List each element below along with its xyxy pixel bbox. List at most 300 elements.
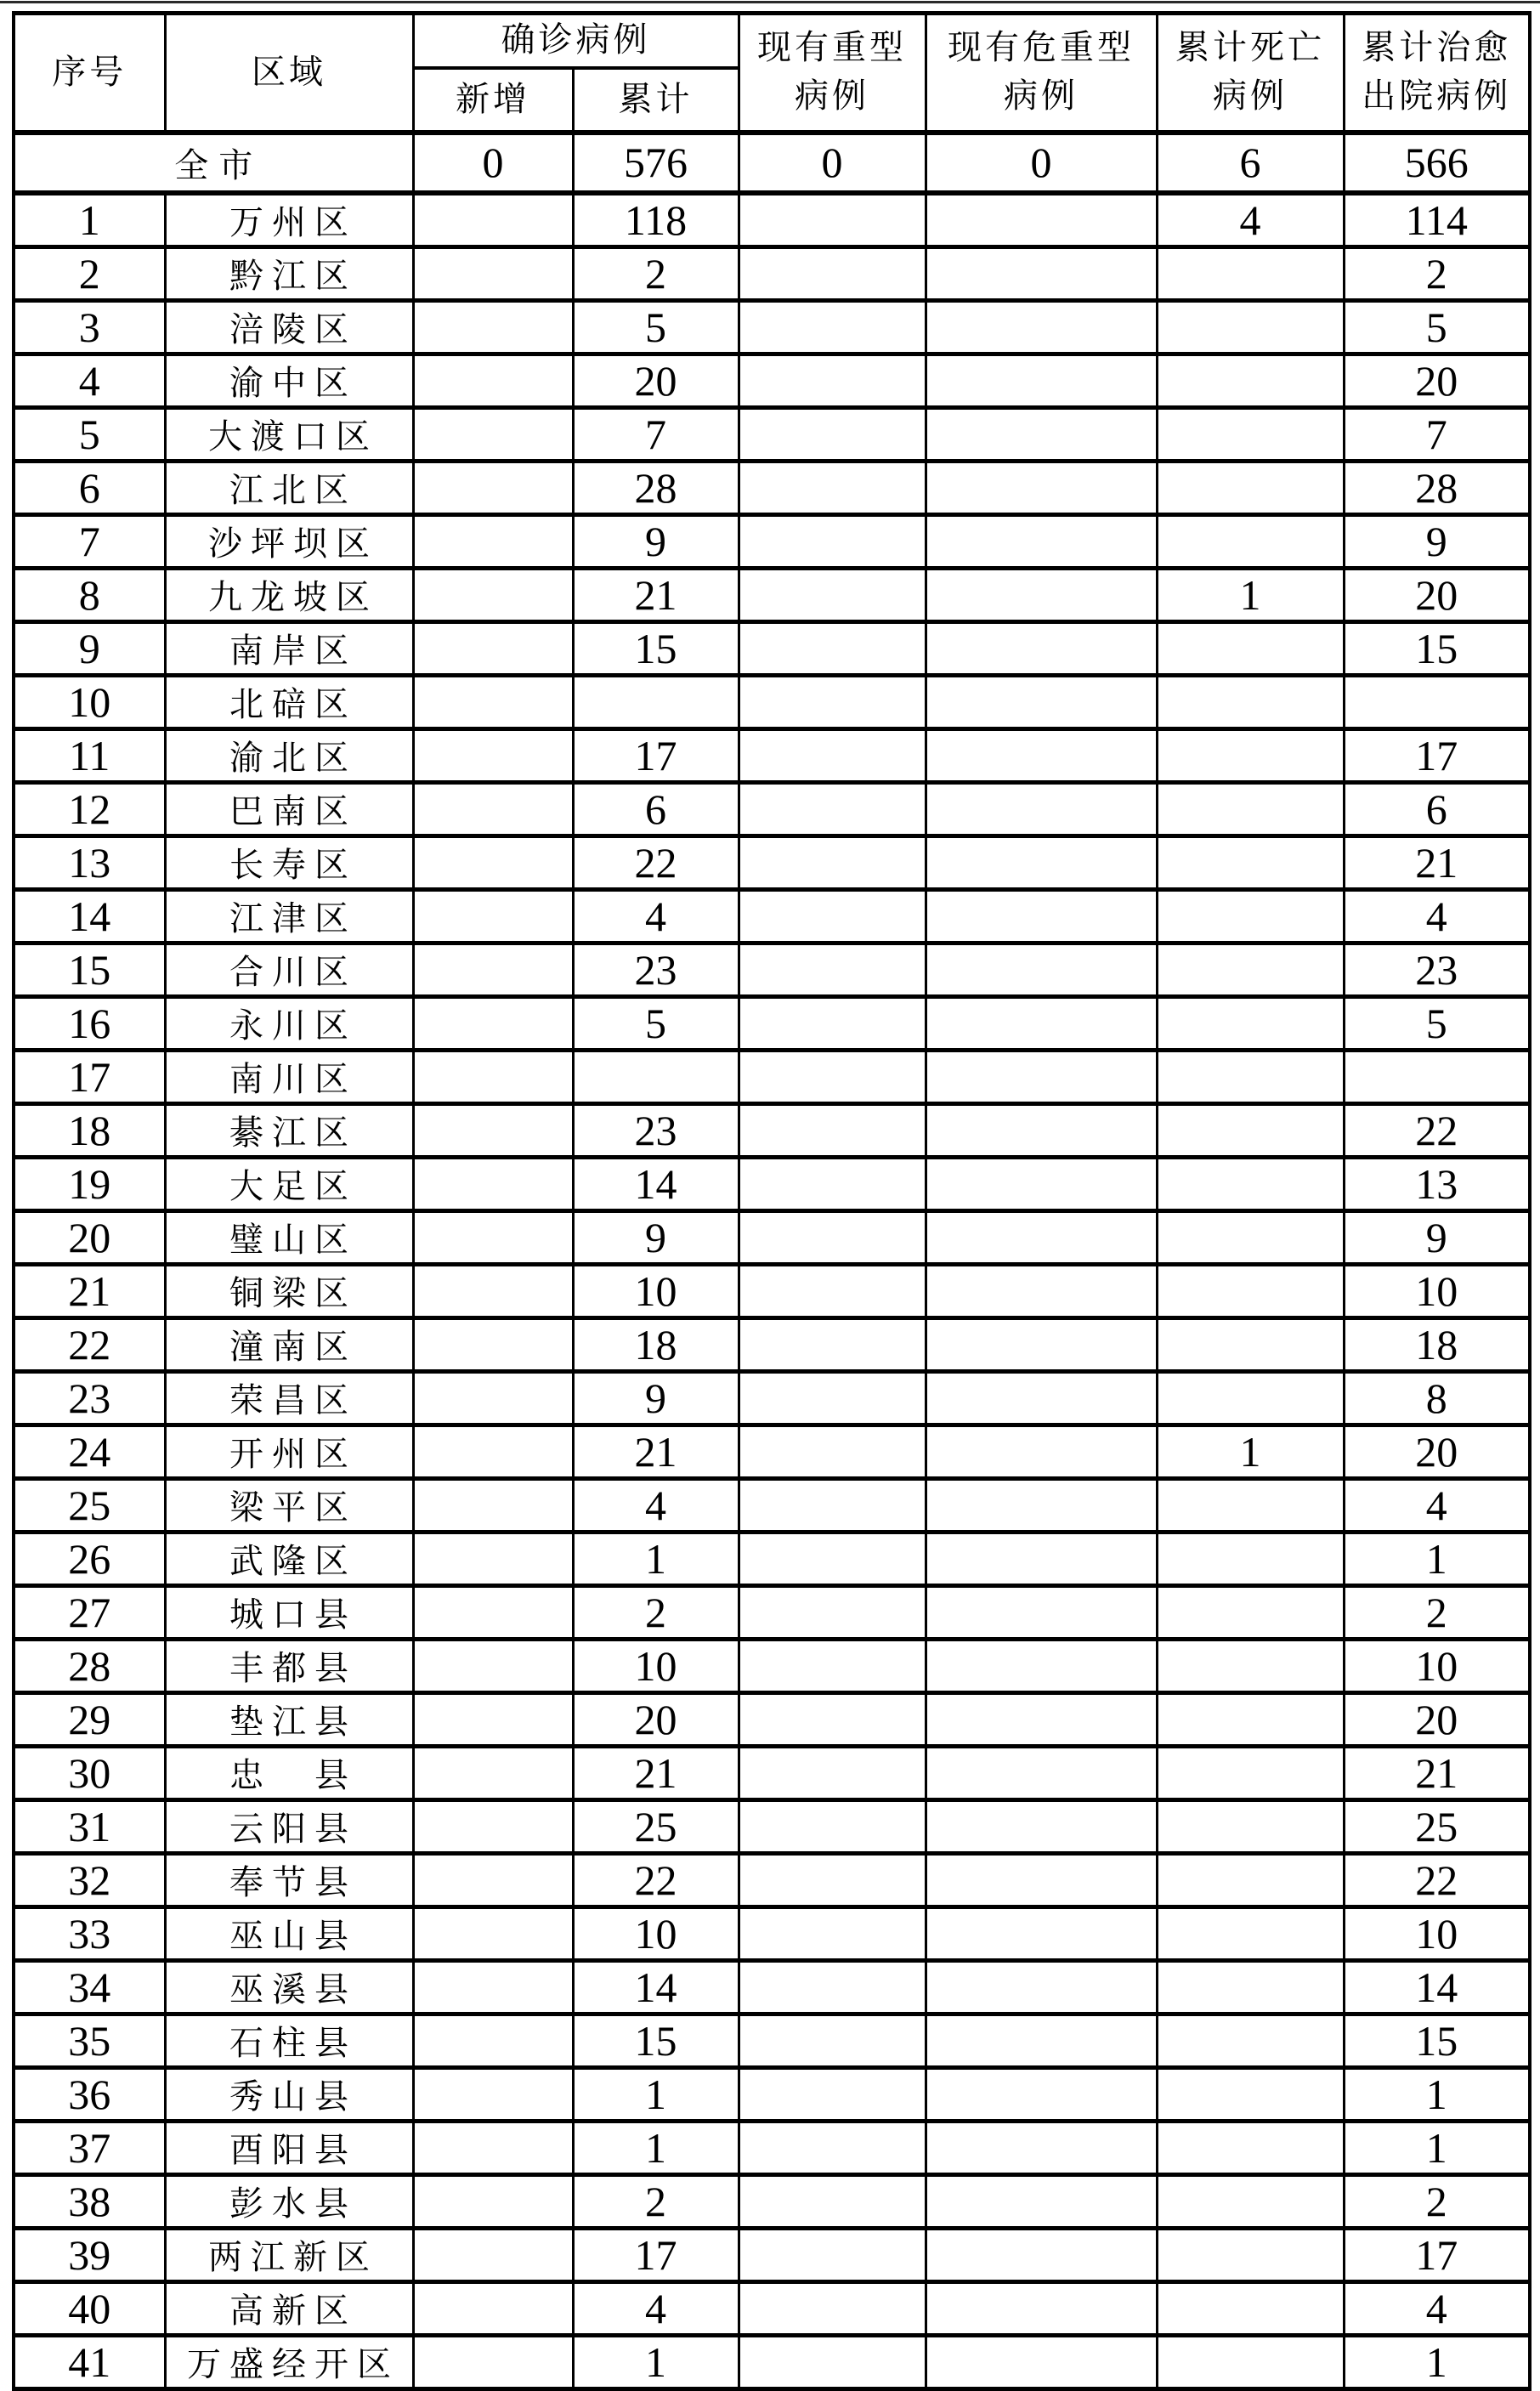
cell-total-confirmed: 1 [573,2121,739,2174]
table-row [14,943,1530,996]
cell-deaths [1157,1799,1344,1853]
cell-cured: 8 [1344,1371,1530,1425]
cell-cured: 4 [1344,2281,1530,2335]
cell-new [413,1960,573,2014]
header-severe-line2: 病例 [795,76,869,116]
cell-region [165,675,413,728]
cell-no: 32 [14,1853,165,1907]
cell-region [165,1425,413,1478]
table-row [14,1264,1530,1317]
cell-total-confirmed: 23 [573,1103,739,1157]
region-name: 巴南区 [229,792,357,830]
cell-total-confirmed: 10 [573,1264,739,1317]
cell-deaths [1157,1532,1344,1585]
table-row [14,514,1530,568]
cell-severe [739,1050,926,1103]
table-row [14,2228,1530,2281]
cell-region [165,1692,413,1746]
cell-no: 36 [14,2067,165,2121]
cell-cured: 20 [1344,1425,1530,1478]
cell-region [165,1960,413,2014]
cell-region [165,1157,413,1210]
table-row [14,782,1530,836]
cell-new [413,675,573,728]
region-name: 酉阳县 [229,2131,357,2169]
cell-total-confirmed: 6 [573,782,739,836]
cell-deaths [1157,1317,1344,1371]
cell-cured: 10 [1344,1907,1530,1960]
cell-critical [926,675,1157,728]
cell-deaths [1157,1478,1344,1532]
cell-new [413,1585,573,1639]
cell-new [413,2335,573,2388]
cell-critical [926,1960,1157,2014]
cell-total-confirmed: 118 [573,193,739,247]
table-row [14,1050,1530,1103]
cell-region [165,728,413,782]
header-severe [739,14,926,133]
cell-deaths [1157,1371,1344,1425]
cell-no: 6 [14,461,165,514]
cell-deaths [1157,246,1344,300]
cell-cured: 2 [1344,1585,1530,1639]
cell-severe [739,1210,926,1264]
cell-critical [926,1907,1157,1960]
cell-deaths [1157,461,1344,514]
cell-no: 27 [14,1585,165,1639]
cell-no: 12 [14,782,165,836]
cell-total-confirmed: 2 [573,246,739,300]
cell-total-confirmed: 23 [573,943,739,996]
cell-deaths [1157,300,1344,354]
cell-no: 40 [14,2281,165,2335]
cell-deaths [1157,1746,1344,1799]
region-name: 江北区 [229,471,357,509]
table-row [14,1210,1530,1264]
cell-severe [739,2281,926,2335]
table-header [14,14,1530,133]
cell-cured: 566 [1344,133,1530,193]
region-name: 江津区 [229,899,357,938]
cell-critical [926,621,1157,675]
cell-deaths: 4 [1157,193,1344,247]
table-row [14,354,1530,407]
cell-severe [739,2335,926,2388]
cell-total-confirmed: 22 [573,836,739,889]
cell-critical [926,2014,1157,2067]
region-name: 石柱县 [229,2024,357,2062]
cell-no: 19 [14,1157,165,1210]
table-row [14,193,1530,247]
cell-total-confirmed: 14 [573,1960,739,2014]
region-name: 铜梁区 [229,1274,357,1312]
table-row [14,2121,1530,2174]
header-deaths-line2: 病例 [1213,76,1288,116]
region-name: 垫江县 [229,1703,357,1741]
cell-critical [926,836,1157,889]
cell-no: 14 [14,889,165,943]
cell-cured: 4 [1344,889,1530,943]
cell-critical [926,1478,1157,1532]
cell-severe [739,300,926,354]
cell-no: 9 [14,621,165,675]
cell-total-confirmed: 9 [573,514,739,568]
cell-deaths [1157,2067,1344,2121]
table-row [14,1157,1530,1210]
cell-no: 7 [14,514,165,568]
cell-region [165,1853,413,1907]
cell-critical [926,1050,1157,1103]
table-body [14,133,1530,2389]
cell-critical [926,1692,1157,1746]
region-name: 奉节县 [229,1863,357,1901]
cell-severe [739,246,926,300]
header-cured-line1: 累计治愈 [1362,28,1512,67]
region-name: 万州区 [229,203,357,241]
table-row [14,2014,1530,2067]
cell-severe [739,1532,926,1585]
summary-row-citywide [14,133,1530,193]
header-cumulative-cases: 累计 [573,68,739,133]
region-name: 巫溪县 [229,1970,357,2009]
cell-critical [926,2121,1157,2174]
cell-cured: 15 [1344,2014,1530,2067]
table-row [14,1853,1530,1907]
region-name: 潼南区 [229,1328,357,1366]
cell-cured: 20 [1344,568,1530,621]
cell-region-citywide [14,133,413,193]
table-row [14,1371,1530,1425]
cell-deaths: 6 [1157,133,1344,193]
table-row [14,300,1530,354]
cell-region [165,1210,413,1264]
cell-critical [926,193,1157,247]
cell-no: 3 [14,300,165,354]
cell-cured: 22 [1344,1853,1530,1907]
table-row [14,2067,1530,2121]
header-new-cases: 新增 [413,68,573,133]
cell-region [165,1264,413,1317]
region-name: 荣昌区 [229,1381,357,1419]
cell-critical [926,1585,1157,1639]
cell-critical [926,1746,1157,1799]
cell-critical [926,354,1157,407]
cell-severe [739,1157,926,1210]
region-name: 綦江区 [229,1113,357,1152]
cell-region [165,193,413,247]
cell-total-confirmed: 14 [573,1157,739,1210]
cell-new [413,1425,573,1478]
cell-region [165,996,413,1050]
table-row [14,1960,1530,2014]
region-name: 两江新区 [208,2238,378,2276]
cell-new [413,193,573,247]
cell-region [165,2067,413,2121]
cell-no: 30 [14,1746,165,1799]
table-row [14,1317,1530,1371]
cell-critical [926,1371,1157,1425]
cell-total-confirmed: 20 [573,1692,739,1746]
cell-severe [739,1103,926,1157]
cell-no: 20 [14,1210,165,1264]
cell-no: 23 [14,1371,165,1425]
cell-critical [926,568,1157,621]
cell-deaths: 1 [1157,568,1344,621]
cell-severe [739,1799,926,1853]
cell-critical [926,2228,1157,2281]
cell-region [165,568,413,621]
region-name: 彭水县 [229,2184,357,2223]
cell-severe [739,996,926,1050]
table-row [14,996,1530,1050]
cell-critical [926,1264,1157,1317]
cell-deaths [1157,514,1344,568]
region-name: 忠 县 [229,1756,357,1794]
table-row [14,889,1530,943]
table-row [14,1478,1530,1532]
cell-no: 15 [14,943,165,996]
region-name: 沙坪坝区 [208,524,378,563]
cell-deaths [1157,1907,1344,1960]
cell-new [413,1050,573,1103]
cell-severe [739,1853,926,1907]
cell-cured: 1 [1344,2121,1530,2174]
cell-severe [739,675,926,728]
header-critical-line2: 病例 [1004,76,1079,116]
cell-critical [926,461,1157,514]
cell-total-confirmed: 25 [573,1799,739,1853]
cell-cured: 18 [1344,1317,1530,1371]
cell-new [413,2281,573,2335]
cell-severe [739,1746,926,1799]
cell-total-confirmed: 2 [573,1585,739,1639]
cell-total-confirmed: 18 [573,1317,739,1371]
table-row [14,1799,1530,1853]
cell-deaths [1157,1103,1344,1157]
cell-no: 33 [14,1907,165,1960]
table-row [14,1103,1530,1157]
cell-region [165,943,413,996]
cell-severe [739,1264,926,1317]
cell-deaths [1157,407,1344,461]
cell-no: 21 [14,1264,165,1317]
cell-no: 17 [14,1050,165,1103]
cell-new [413,568,573,621]
cell-no: 18 [14,1103,165,1157]
header-region: 区域 [165,14,413,133]
cell-new [413,1371,573,1425]
region-name: 南川区 [229,1060,357,1098]
cell-deaths [1157,1264,1344,1317]
cell-severe [739,1371,926,1425]
cell-new [413,1692,573,1746]
cell-severe [739,461,926,514]
cell-new [413,1317,573,1371]
region-name: 北碚区 [229,685,357,723]
cell-cured: 7 [1344,407,1530,461]
cell-critical [926,1799,1157,1853]
cell-deaths [1157,1639,1344,1692]
cell-cured: 9 [1344,514,1530,568]
cell-region [165,1585,413,1639]
cell-cured: 10 [1344,1639,1530,1692]
cell-severe [739,568,926,621]
header-cured [1344,14,1530,133]
header-critical [926,14,1157,133]
cell-new [413,461,573,514]
cell-cured: 13 [1344,1157,1530,1210]
cell-severe [739,2067,926,2121]
region-name: 璧山区 [229,1221,357,1259]
cell-total-confirmed: 2 [573,2174,739,2228]
cell-cured: 1 [1344,2335,1530,2388]
cell-region [165,1746,413,1799]
region-name: 城口县 [229,1595,357,1634]
cell-total-confirmed: 15 [573,2014,739,2067]
cell-critical [926,1639,1157,1692]
cell-severe [739,354,926,407]
cell-new [413,621,573,675]
cell-cured: 21 [1344,1746,1530,1799]
cell-region [165,2014,413,2067]
region-name: 大足区 [229,1167,357,1205]
cell-total-confirmed: 21 [573,568,739,621]
cell-severe [739,193,926,247]
cell-cured: 14 [1344,1960,1530,2014]
cell-region [165,2228,413,2281]
cell-severe [739,2121,926,2174]
table-row [14,461,1530,514]
header-index: 序号 [14,14,165,133]
cell-total-confirmed: 21 [573,1425,739,1478]
cell-total-confirmed: 22 [573,1853,739,1907]
cell-severe [739,2228,926,2281]
cell-severe [739,728,926,782]
cell-severe [739,1639,926,1692]
cell-region [165,1799,413,1853]
cell-deaths [1157,1210,1344,1264]
cell-total-confirmed: 1 [573,2067,739,2121]
cell-no: 29 [14,1692,165,1746]
cell-deaths [1157,1692,1344,1746]
cell-severe [739,1317,926,1371]
cell-cured: 22 [1344,1103,1530,1157]
cell-severe [739,1692,926,1746]
cell-new [413,996,573,1050]
cell-deaths [1157,2174,1344,2228]
cell-no: 5 [14,407,165,461]
cell-deaths [1157,728,1344,782]
cell-total-confirmed: 5 [573,300,739,354]
cell-severe [739,836,926,889]
region-name: 开州区 [229,1435,357,1473]
cell-deaths [1157,2281,1344,2335]
cell-deaths [1157,996,1344,1050]
cell-cured: 15 [1344,621,1530,675]
cell-deaths [1157,621,1344,675]
cell-new [413,1853,573,1907]
region-name: 长寿区 [229,846,357,884]
cell-no: 25 [14,1478,165,1532]
cell-deaths [1157,1853,1344,1907]
region-name: 梁平区 [229,1488,357,1527]
cell-no: 41 [14,2335,165,2388]
header-deaths-line1: 累计死亡 [1175,28,1325,67]
region-name: 万盛经开区 [187,2345,399,2383]
cell-severe [739,514,926,568]
cell-severe [739,1907,926,1960]
cell-critical [926,889,1157,943]
cell-no: 22 [14,1317,165,1371]
cell-total-confirmed [573,675,739,728]
cell-no: 26 [14,1532,165,1585]
cell-cured [1344,1050,1530,1103]
cell-no: 10 [14,675,165,728]
cell-no: 2 [14,246,165,300]
cell-total-confirmed: 17 [573,728,739,782]
cell-region [165,514,413,568]
cell-no: 8 [14,568,165,621]
region-name: 巫山县 [229,1917,357,1955]
cell-deaths [1157,1050,1344,1103]
cell-severe [739,407,926,461]
cell-region [165,1907,413,1960]
cell-new [413,2067,573,2121]
cell-region [165,246,413,300]
cell-critical [926,1103,1157,1157]
cell-cured: 25 [1344,1799,1530,1853]
header-confirmed: 确诊病例 [413,14,739,68]
region-name: 南岸区 [229,632,357,670]
cell-critical [926,1425,1157,1478]
region-name: 大渡口区 [208,417,378,456]
cell-critical [926,782,1157,836]
cell-no: 38 [14,2174,165,2228]
cell-cured: 1 [1344,1532,1530,1585]
cell-severe [739,782,926,836]
cell-cured: 6 [1344,782,1530,836]
region-name: 黔江区 [229,257,357,295]
cell-region [165,889,413,943]
cell-cured: 20 [1344,354,1530,407]
cell-critical [926,943,1157,996]
cell-severe [739,621,926,675]
table-row [14,675,1530,728]
cell-no: 4 [14,354,165,407]
cell-new [413,2014,573,2067]
cell-severe [739,1960,926,2014]
cell-new [413,300,573,354]
cell-deaths [1157,2335,1344,2388]
region-name: 武隆区 [229,1542,357,1580]
table-row [14,2281,1530,2335]
cell-critical [926,300,1157,354]
cell-critical [926,2174,1157,2228]
table-row [14,1639,1530,1692]
citywide-label: 全市 [174,145,263,184]
cell-cured: 10 [1344,1264,1530,1317]
cell-total-confirmed: 10 [573,1907,739,1960]
cell-severe [739,943,926,996]
cell-new [413,514,573,568]
cell-deaths [1157,1157,1344,1210]
table-row [14,2335,1530,2388]
cell-critical [926,407,1157,461]
table-row [14,1425,1530,1478]
cell-deaths [1157,943,1344,996]
cell-no: 31 [14,1799,165,1853]
cell-new [413,943,573,996]
